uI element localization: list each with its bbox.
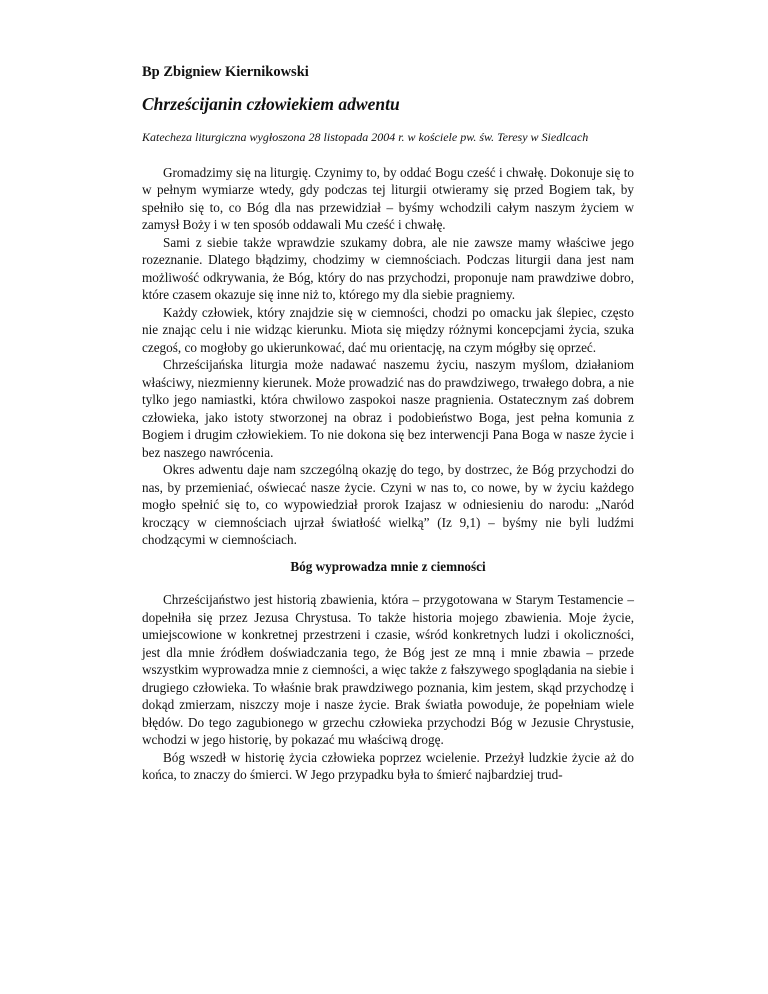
section-heading: Bóg wyprowadza mnie z ciemności [290,558,486,574]
document-title: Chrześcijanin człowiekiem adwentu [142,93,400,114]
paragraph: Gromadzimy się na liturgię. Czynimy to, by oddać Bogu cześć i chwałę. Dokonuje się to w pełnym wymiarze wtedy, gdy podczas tej liturgii otwieramy się przed Bogiem tak, by spełniło się to, co Bóg dla nas przewidział – byśmy wchodzili całym naszym życiem w zamysł Boży i w ten sposób oddawali Mu cześć i chwałę. [142,164,634,232]
paragraph: Okres adwentu daje nam szczególną okazję do tego, by dostrzec, że Bóg przychodzi do nas, by przemieniać, oświecać nasze życie. Czyni w nas to, co nowe, by w życiu każdego mogło spełnić się to, co wypowiedział prorok Izajasz w odniesieniu do narodu: „Naród kroczący w ciemnościach ujrzał światłość wielką” (Iz 9,1) – byśmy nie byli ludźmi chodzącymi w ciemnościach. [142,462,634,547]
paragraph: Chrześcijańska liturgia może nadawać naszemu życiu, naszym myślom, działaniom właściwy, niezmienny kierunek. Może prowadzić nas do prawdziwego, trwałego dobra, a nie tylko jego namiastki, która chwilowo zaspokoi nasze pragnienia. Ostatecznym zaś dobrem człowieka, jako istoty stworzonej na obraz i podobieństwo Boga, jest pełna komunia z Bogiem i drugim człowiekiem. To nie dokona się bez interwencji Pana Boga w nasze życie i bez naszego nawrócenia. [142,357,634,460]
paragraph: Każdy człowiek, który znajdzie się w ciemności, chodzi po omacku jak ślepiec, często nie znając celu i nie widząc kierunku. Miota się między różnymi koncepcjami życia, szuka czegoś, co mogłoby go ukierunkować, dać mu orientację, na czym mógłby się oprzeć. [142,304,634,355]
paragraph: Chrześcijaństwo jest historią zbawienia, która – przygotowana w Starym Testamencie – dopełniła się przez Jezusa Chrystusa. To także historia mojego zbawienia. Moje życie, umiejscowione w konkretnej przestrzeni i czasie, wśród konkretnych ludzi i okoliczności, jest dla mnie źródłem doświadczania tego, że Bóg jest ze mną i mnie zbawia – przede wszystkim wyprowadza mnie z ciemności, a więc także z fałszywego spoglądania na siebie i drugiego człowieka. To właśnie brak prawdziwego poznania, kim jestem, skąd przychodzę i dokąd zmierzam, niszczy moje i nasze życie. Brak światła powoduje, że popełniam wiele błędów. Do tego zagubionego w grzechu człowieka przychodzi Bóg w Jezusie Chrystusie, wchodzi w jego historię, by pokazać mu właściwą drogę. [142,592,634,747]
document-page [142,64,634,784]
author-name: Bp Zbigniew Kiernikowski [142,64,309,80]
paragraph: Bóg wszedł w historię życia człowieka poprzez wcielenie. Przeżył ludzkie życie aż do końca, to znaczy do śmierci. W Jego przypadku była to śmierć najbardziej trud- [142,749,634,782]
paragraph: Sami z siebie także wprawdzie szukamy dobra, ale nie zawsze mamy właściwe jego rozeznanie. Dlatego błądzimy, chodzimy w ciemnościach. Podczas liturgii dana jest nam możliwość odkrywania, że Bóg, który do nas przychodzi, proponuje nam prawdziwe dobro, które czasem okazuje się inne niż to, którego my dla siebie pragniemy. [142,234,634,302]
document-subtitle: Katecheza liturgiczna wygłoszona 28 listopada 2004 r. w kościele pw. św. Teresy w Siedlcach [142,130,589,144]
